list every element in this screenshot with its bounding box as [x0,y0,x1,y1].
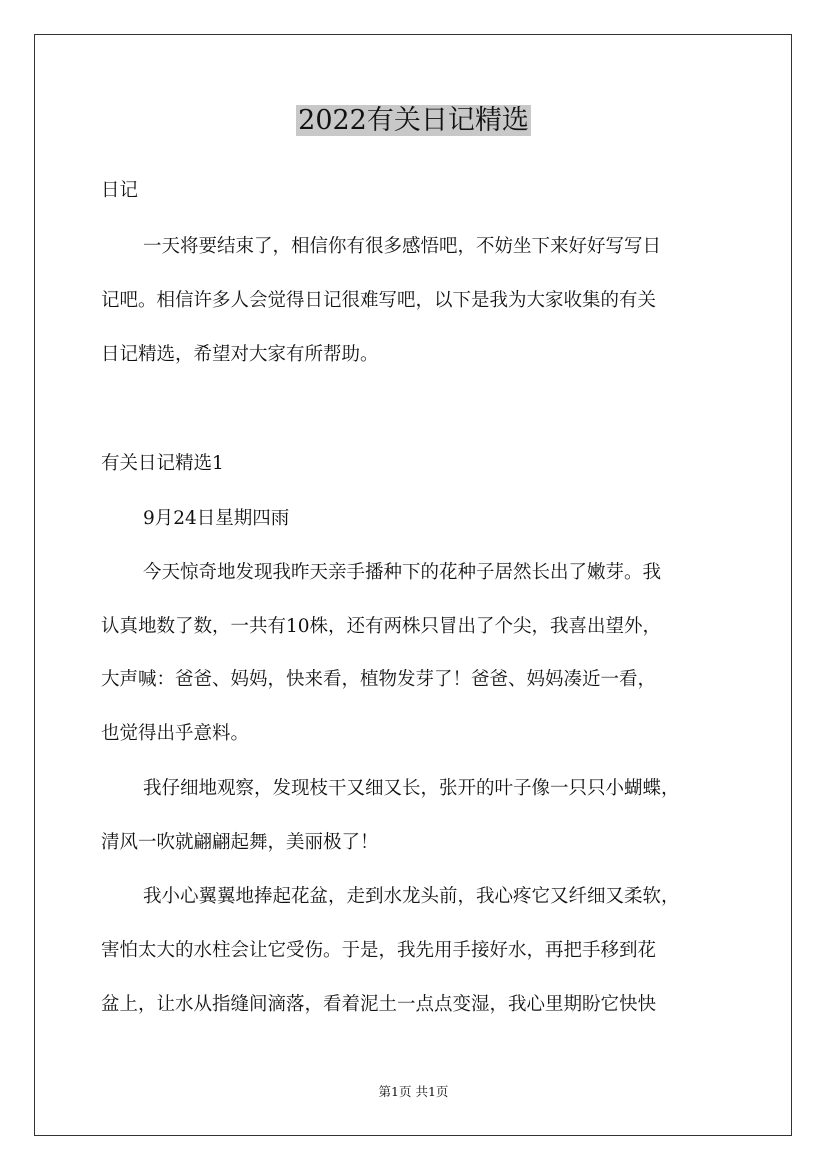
body-line: 清风一吹就翩翩起舞，美丽极了！ [101,832,379,853]
intro-line: 日记精选，希望对大家有所帮助。 [101,344,379,365]
date-line: 9月24日星期四雨 [143,508,290,529]
body-line: 认真地数了数，一共有10株，还有两株只冒出了个尖，我喜出望外， [101,616,662,637]
heading-diary: 日记 [101,180,139,201]
body-line: 我仔细地观察，发现枝干又细又长，张开的叶子像一只只小蝴蝶， [143,778,680,799]
page-footer: 第1页 共1页 [378,1084,449,1099]
section-title: 有关日记精选1 [101,453,224,474]
document-title-text: 2022有关日记精选 [298,105,529,136]
body-line: 今天惊奇地发现我昨天亲手播种下的花种子居然长出了嫩芽。我 [143,562,662,583]
body-line: 也觉得出乎意料。 [101,723,250,744]
body-line: 害怕太大的水柱会让它受伤。于是，我先用手接好水，再把手移到花 [101,940,657,961]
body-line: 大声喊：爸爸、妈妈，快来看，植物发芽了！爸爸、妈妈凑近一看， [101,669,657,690]
body-line: 盆上，让水从指缝间滴落，看着泥土一点点变湿，我心里期盼它快快 [101,994,657,1015]
intro-line: 记吧。相信许多人会觉得日记很难写吧，以下是我为大家收集的有关 [101,290,657,311]
intro-line: 一天将要结束了，相信你有很多感悟吧，不妨坐下来好好写写日 [143,236,662,257]
document-title [0,100,827,142]
body-line: 我小心翼翼地捧起花盆，走到水龙头前，我心疼它又纤细又柔软， [143,886,680,907]
